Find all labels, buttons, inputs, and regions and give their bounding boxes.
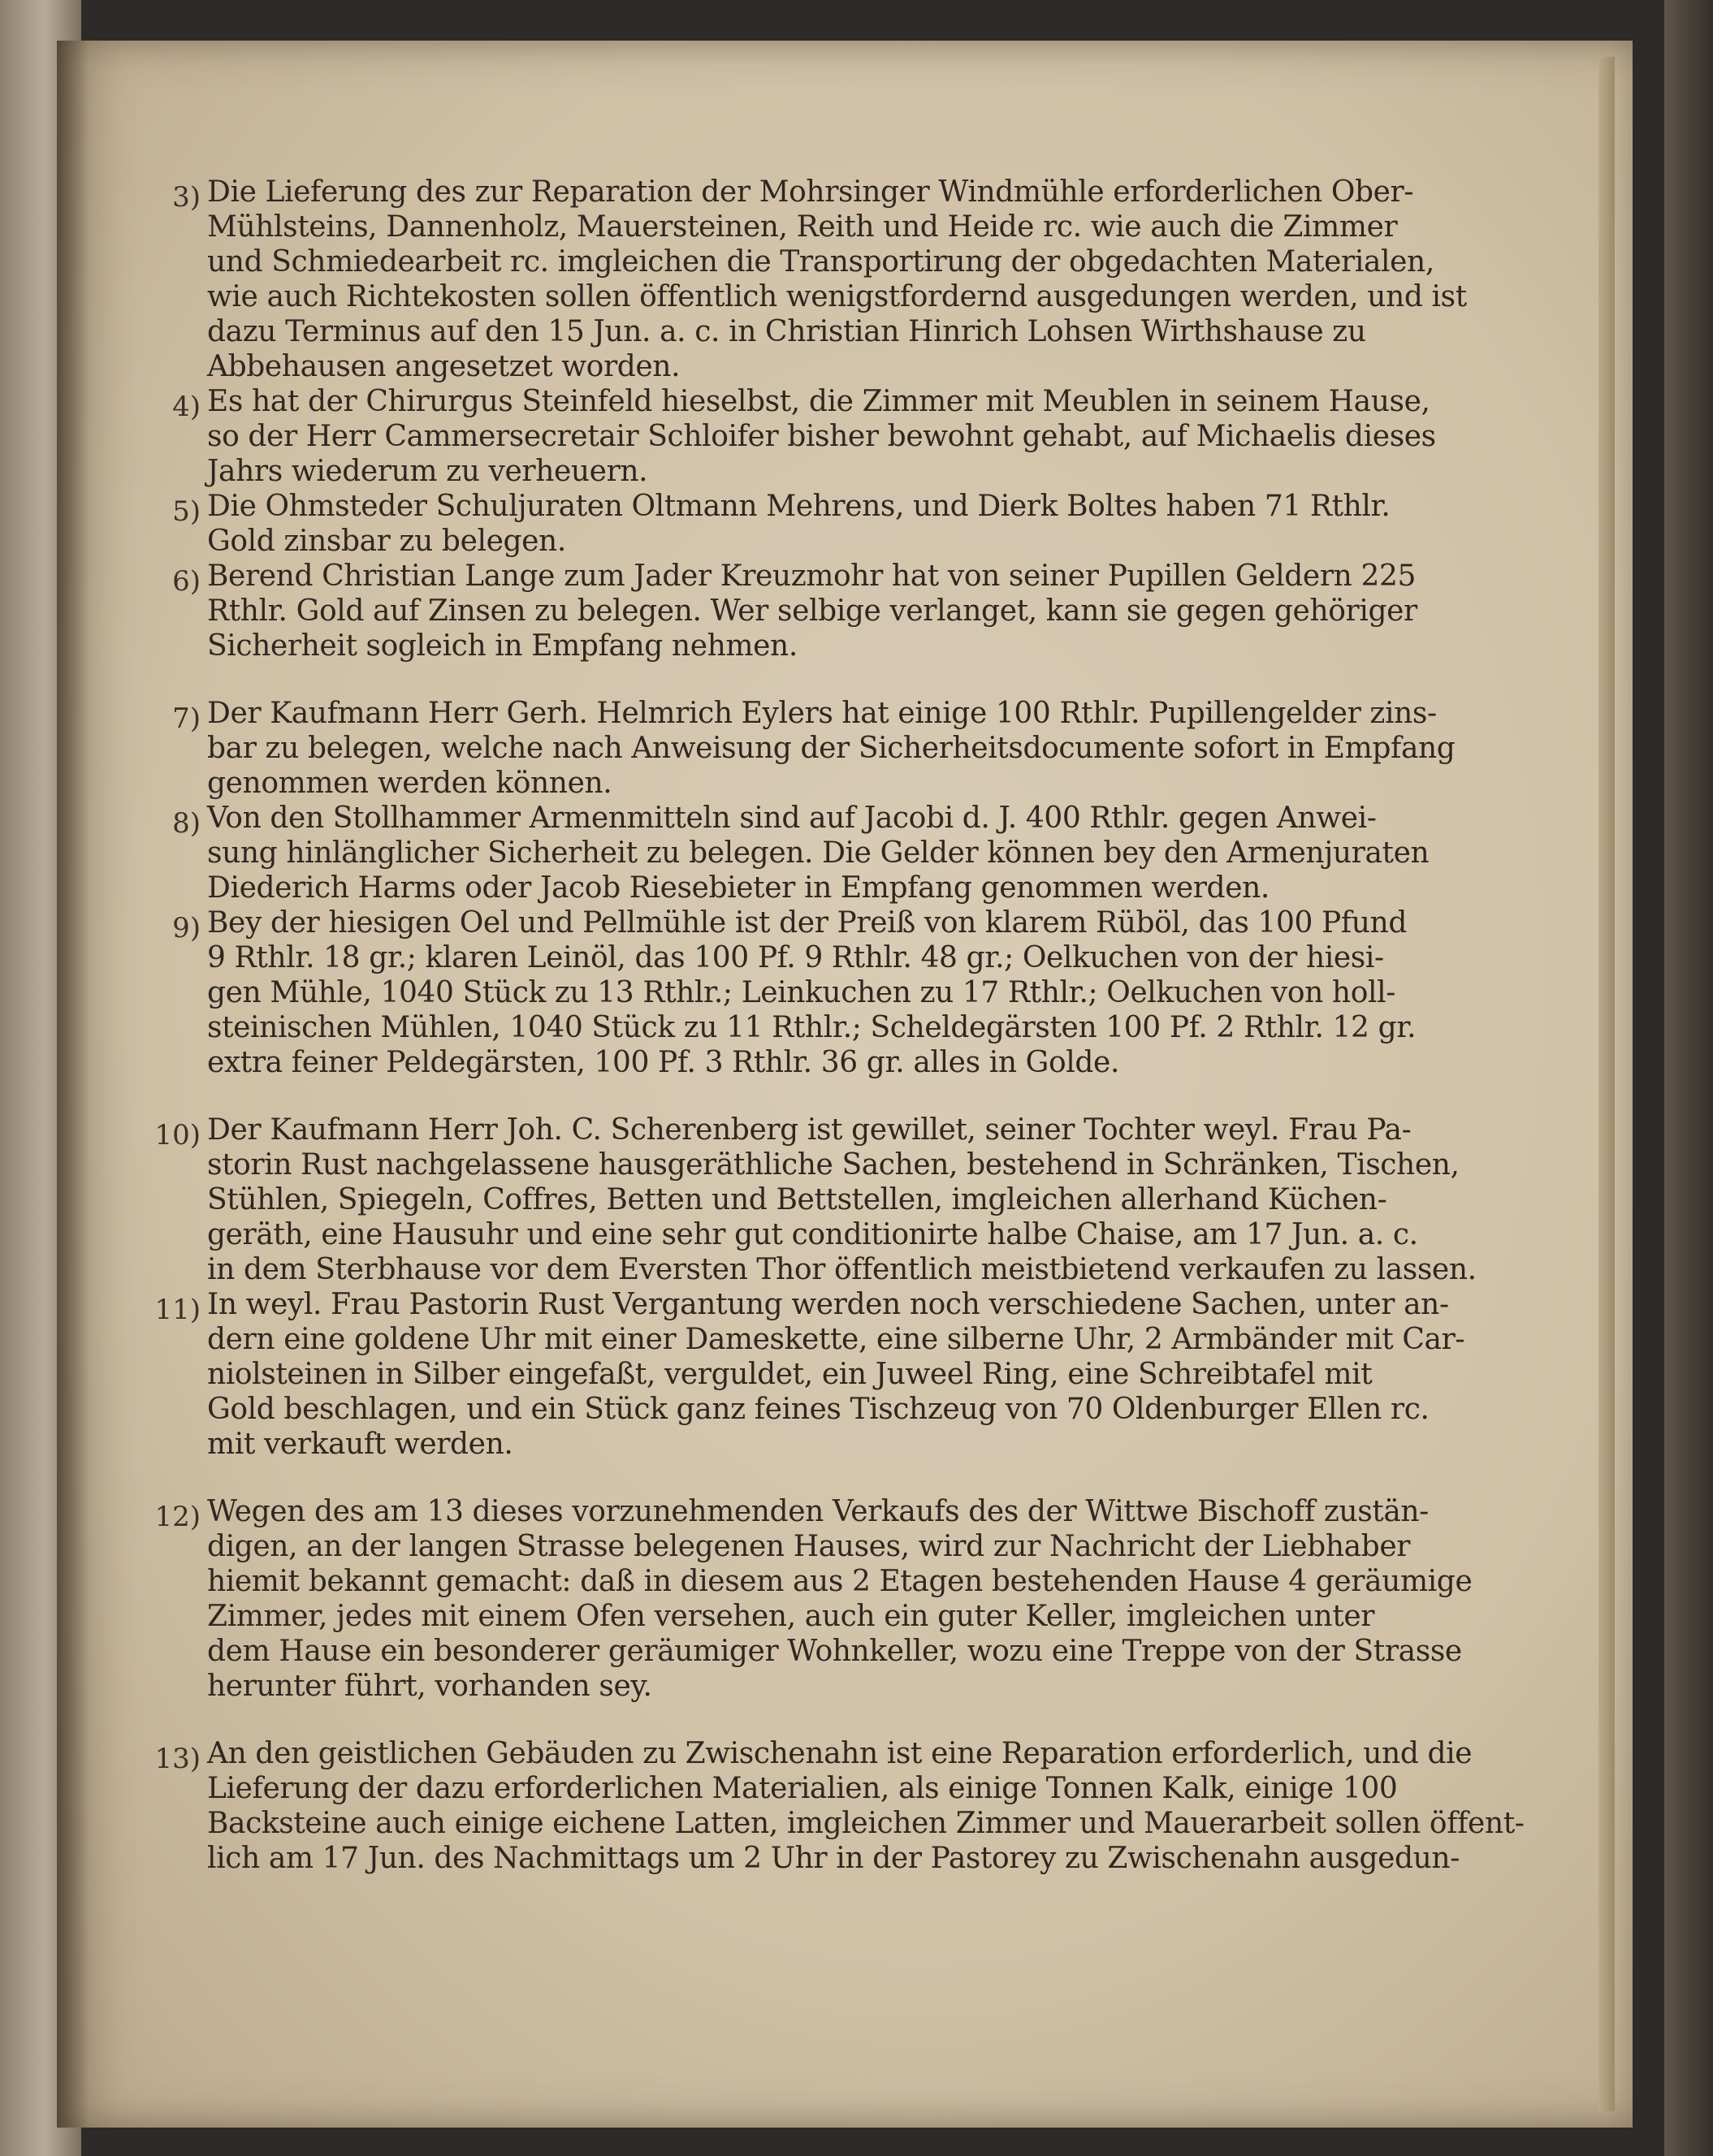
entry-text-line: hiemit bekannt gemacht: daß in diesem aus 2 Etagen bestehenden Hause 4 geräumige: [207, 1565, 1473, 1598]
entry-number: 13): [154, 1743, 201, 1775]
entry-number: 7): [172, 702, 201, 735]
entry-text-line: Gold beschlagen, und ein Stück ganz feines Tischzeug von 70 Oldenburger Ellen rc.: [207, 1393, 1430, 1426]
notice-entry: [154, 1736, 1525, 1876]
notice-entry: [172, 175, 1467, 384]
entry-text-line: niolsteinen in Silber eingefaßt, verguldet, ein Juweel Ring, eine Schreibtafel mit: [207, 1358, 1373, 1391]
entry-number: 6): [172, 565, 201, 598]
entry-text-line: Die Ohmsteder Schuljuraten Oltmann Mehrens, und Dierk Boltes haben 71 Rthlr.: [207, 490, 1391, 523]
entry-text-line: Sicherheit sogleich in Empfang nehmen.: [207, 629, 798, 663]
entry-text-line: Der Kaufmann Herr Gerh. Helmrich Eylers hat einige 100 Rthlr. Pupillengelder zins-: [207, 697, 1437, 730]
notice-entry: [154, 1494, 1473, 1704]
entry-text-line: Die Lieferung des zur Reparation der Mohrsinger Windmühle erforderlichen Ober-: [207, 175, 1414, 209]
entry-text-line: steinischen Mühlen, 1040 Stück zu 11 Rthlr.; Scheldegärsten 100 Pf. 2 Rthlr. 12 gr.: [207, 1011, 1417, 1044]
entry-text-line: Der Kaufmann Herr Joh. C. Scherenberg ist gewillet, seiner Tochter weyl. Frau Pa-: [207, 1113, 1412, 1147]
entry-number: 8): [172, 807, 201, 840]
entry-text-line: Berend Christian Lange zum Jader Kreuzmohr hat von seiner Pupillen Geldern 225: [207, 560, 1416, 593]
page-stack-edge: [1598, 57, 1615, 2111]
entry-text-line: Backsteine auch einige eichene Latten, imgleichen Zimmer und Mauerarbeit sollen öffent-: [207, 1807, 1525, 1840]
entry-text-line: so der Herr Cammersecretair Schloifer bisher bewohnt gehabt, auf Michaelis dieses: [207, 420, 1436, 453]
entry-text-line: Jahrs wiederum zu verheuern.: [207, 455, 648, 488]
book-gutter-shadow: [57, 41, 89, 2128]
entry-text-line: Mühlsteins, Dannenholz, Mauersteinen, Reith und Heide rc. wie auch die Zimmer: [207, 210, 1398, 244]
entry-text-line: In weyl. Frau Pastorin Rust Vergantung werden noch verschiedene Sachen, unter an-: [207, 1288, 1449, 1321]
entry-number: 4): [172, 391, 201, 423]
entry-text-line: storin Rust nachgelassene hausgeräthliche Sachen, bestehend in Schränken, Tischen,: [207, 1148, 1460, 1182]
entry-text-line: herunter führt, vorhanden sey.: [207, 1670, 652, 1703]
entry-text-line: gen Mühle, 1040 Stück zu 13 Rthlr.; Leinkuchen zu 17 Rthlr.; Oelkuchen von holl-: [207, 976, 1395, 1009]
entry-text-line: An den geistlichen Gebäuden zu Zwischenahn ist eine Reparation erforderlich, und die: [207, 1737, 1473, 1770]
entry-text-line: geräth, eine Hausuhr und eine sehr gut conditionirte halbe Chaise, am 17 Jun. a. c.: [207, 1218, 1418, 1251]
entry-text-line: mit verkauft werden.: [207, 1428, 513, 1461]
notice-list: [154, 175, 1525, 1876]
entry-text-line: Es hat der Chirurgus Steinfeld hieselbst, die Zimmer mit Meublen in seinem Hause,: [207, 385, 1430, 418]
notice-entry: [154, 1113, 1477, 1287]
entry-text-line: lich am 17 Jun. des Nachmittags um 2 Uhr in der Pastorey zu Zwischenahn ausgedun-: [207, 1842, 1460, 1875]
entry-text-line: bar zu belegen, welche nach Anweisung der Sicherheitsdocumente sofort in Empfang: [207, 732, 1456, 765]
entry-number: 5): [172, 495, 201, 528]
entry-text-line: dern eine goldene Uhr mit einer Dameskette, eine silberne Uhr, 2 Armbänder mit Car-: [207, 1323, 1465, 1356]
entry-text-line: Rthlr. Gold auf Zinsen zu belegen. Wer selbige verlanget, kann sie gegen gehöriger: [207, 594, 1417, 628]
entry-number: 12): [154, 1501, 201, 1533]
entry-text-line: wie auch Richtekosten sollen öffentlich wenigstfordernd ausgedungen werden, und ist: [207, 280, 1467, 313]
entry-text-line: extra feiner Peldegärsten, 100 Pf. 3 Rthlr. 36 gr. alles in Golde.: [207, 1046, 1119, 1079]
entry-text-line: digen, an der langen Strasse belegenen Hauses, wird zur Nachricht der Liebhaber: [207, 1530, 1411, 1563]
notice-entry: [154, 1287, 1465, 1462]
entry-text-line: Abbehausen angesetzet worden.: [207, 350, 681, 383]
entry-text-line: genommen werden können.: [207, 767, 612, 800]
entry-text-line: Bey der hiesigen Oel und Pellmühle ist der Preiß von klarem Rüböl, das 100 Pfund: [207, 906, 1407, 940]
notice-entry: [172, 384, 1436, 489]
notice-entry: [172, 559, 1417, 663]
entry-text-line: Zimmer, jedes mit einem Ofen versehen, auch ein guter Keller, imgleichen unter: [207, 1600, 1375, 1633]
notice-entry: [172, 489, 1391, 559]
notice-entry: [172, 696, 1456, 801]
entry-number: 3): [172, 181, 201, 214]
entry-number: 11): [154, 1294, 201, 1326]
entry-text-line: dem Hause ein besonderer geräumiger Wohnkeller, wozu eine Treppe von der Strasse: [207, 1635, 1462, 1668]
notice-entry: [172, 905, 1417, 1080]
entry-text-line: Wegen des am 13 dieses vorzunehmenden Verkaufs des der Wittwe Bischoff zustän-: [207, 1495, 1429, 1528]
entry-text-line: dazu Terminus auf den 15 Jun. a. c. in Christian Hinrich Lohsen Wirthshause zu: [207, 315, 1366, 348]
entry-text-line: und Schmiedearbeit rc. imgleichen die Transportirung der obgedachten Materialen,: [207, 245, 1434, 279]
entry-number: 9): [172, 912, 201, 944]
entry-number: 10): [154, 1119, 201, 1151]
entry-text-line: Gold zinsbar zu belegen.: [207, 525, 566, 558]
entry-text-line: Diederich Harms oder Jacob Riesebieter in Empfang genommen werden.: [207, 871, 1270, 905]
entry-text-line: sung hinlänglicher Sicherheit zu belegen. Die Gelder können bey den Armenjuraten: [207, 836, 1430, 870]
entry-text-line: 9 Rthlr. 18 gr.; klaren Leinöl, das 100 Pf. 9 Rthlr. 48 gr.; Oelkuchen von der hiesi-: [207, 941, 1384, 974]
notice-entry: [172, 801, 1430, 905]
entry-text-line: Stühlen, Spiegeln, Coffres, Betten und Bettstellen, imgleichen allerhand Küchen-: [207, 1183, 1387, 1216]
entry-text-line: in dem Sterbhause vor dem Eversten Thor öffentlich meistbietend verkaufen zu lassen.: [207, 1253, 1477, 1286]
entry-text-line: Lieferung der dazu erforderlichen Materialien, als einige Tonnen Kalk, einige 100: [207, 1772, 1398, 1805]
right-background-edge: [1664, 0, 1713, 2156]
entry-text-line: Von den Stollhammer Armenmitteln sind auf Jacobi d. J. 400 Rthlr. gegen Anwei-: [207, 801, 1377, 835]
